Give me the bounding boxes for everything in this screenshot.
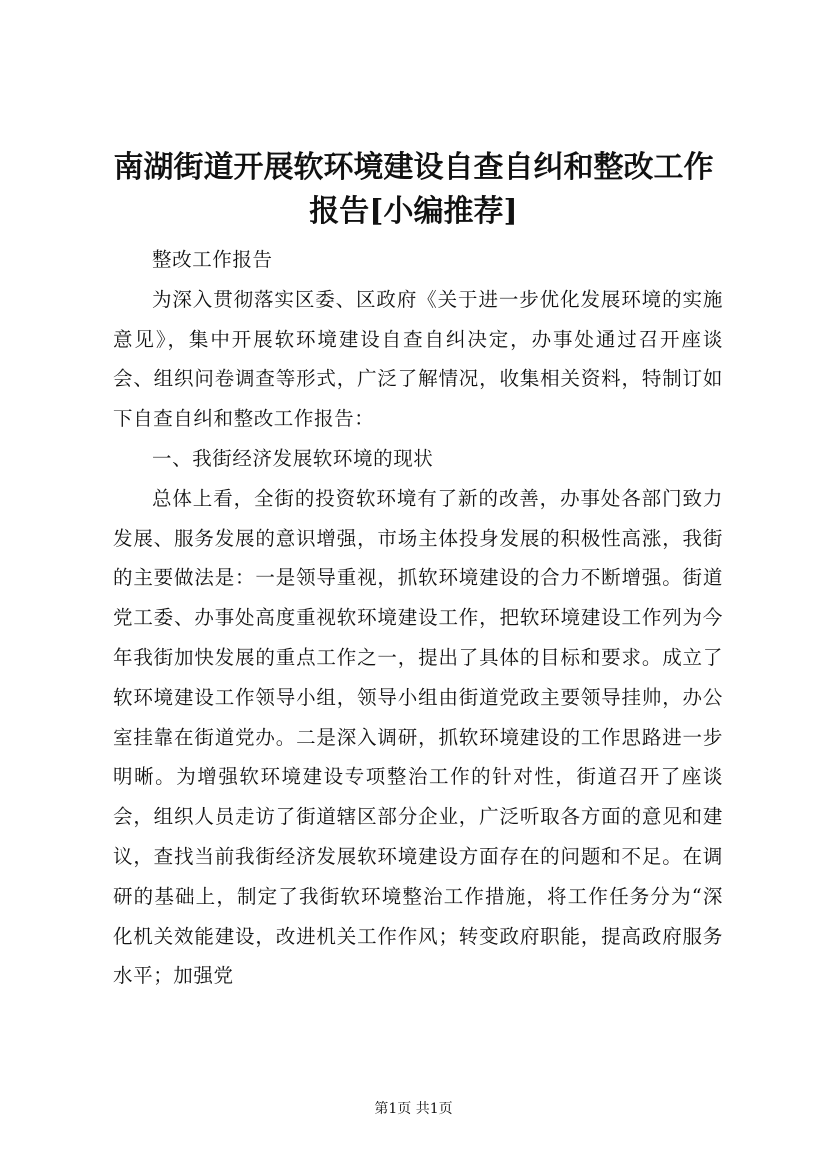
section-heading: 整改工作报告 — [152, 248, 273, 271]
page-footer: 第1页 共1页 — [374, 1101, 453, 1117]
subsection-heading: 一、我街经济发展软环境的现状 — [152, 446, 434, 470]
title-line-1: 南湖街道开展软环境建设自查自纠和整改工作 — [113, 150, 714, 185]
title-line-2: 报告[小编推荐] — [309, 194, 518, 229]
document-title — [90, 146, 737, 234]
document-body — [113, 240, 723, 996]
intro-paragraph: 为深入贯彻落实区委、区政府《关于进一步优化发展环境的实施意见》，集中开展软环境建设自查自纠决定，办事处通过召开座谈会、组织问卷调查等形式，广泛了解情况，收集相关资料，特制订如下自查自纠和整改工作报告： — [113, 287, 723, 431]
body-paragraph: 总体上看，全街的投资软环境有了新的改善，办事处各部门致力发展、服务发展的意识增强，市场主体投身发展的积极性高涨，我街的主要做法是：一是领导重视，抓软环境建设的合力不断增强。街道党工委、办事处高度重视软环境建设工作，把软环境建设工作列为今年我街加快发展的重点工作之一，提出了具体的目标和要求。成立了软环境建设工作领导小组，领导小组由街道党政主要领导挂帅，办公室挂靠在街道党办。二是深入调研，抓软环境建设的工作思路进一步明晰。为增强软环境建设专项整治工作的针对性，街道召开了座谈会，组织人员走访了街道辖区部分企业，广泛听取各方面的意见和建议，查找当前我街经济发展软环境建设方面存在的问题和不足。在调研的基础上，制定了我街软环境整治工作措施，将工作任务分为“深化机关效能建设，改进机关工作作风；转变政府职能，提高政府服务水平；加强党 — [113, 486, 723, 988]
